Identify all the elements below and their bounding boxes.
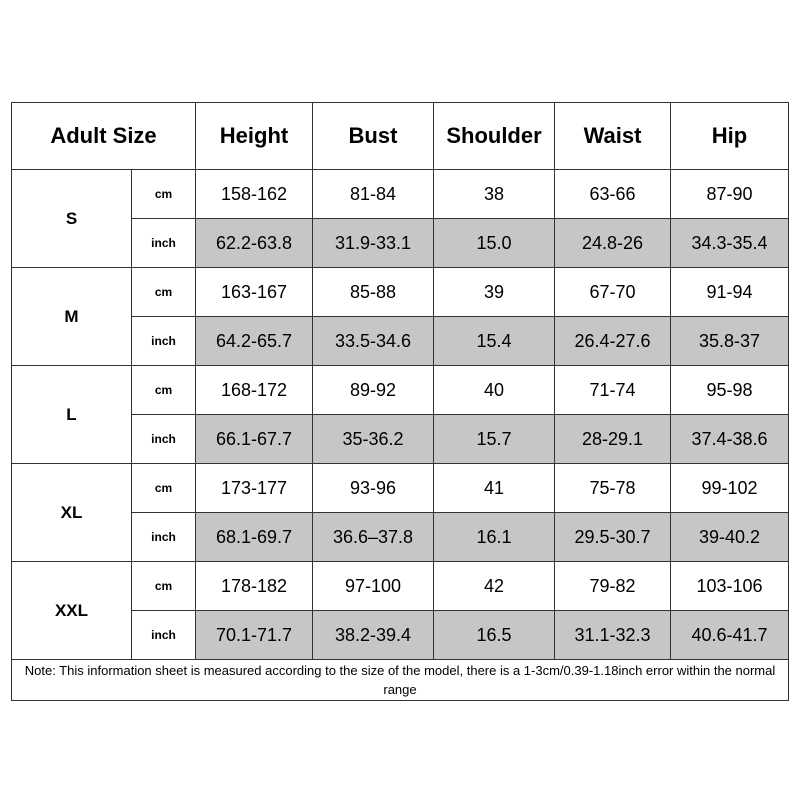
- unit-label-cm: cm: [132, 366, 196, 415]
- bust-cell: 85-88: [313, 268, 434, 317]
- header-waist: Waist: [555, 103, 671, 170]
- bust-cell: 36.6–37.8: [313, 513, 434, 562]
- shoulder-cell: 39: [434, 268, 555, 317]
- unit-label-inch: inch: [132, 415, 196, 464]
- hip-cell: 91-94: [671, 268, 789, 317]
- hip-cell: 39-40.2: [671, 513, 789, 562]
- size-label: XL: [12, 464, 132, 562]
- unit-label-cm: cm: [132, 562, 196, 611]
- hip-cell: 99-102: [671, 464, 789, 513]
- waist-cell: 71-74: [555, 366, 671, 415]
- waist-cell: 31.1-32.3: [555, 611, 671, 660]
- shoulder-cell: 15.0: [434, 219, 555, 268]
- shoulder-cell: 42: [434, 562, 555, 611]
- hip-cell: 34.3-35.4: [671, 219, 789, 268]
- bust-cell: 38.2-39.4: [313, 611, 434, 660]
- bust-cell: 33.5-34.6: [313, 317, 434, 366]
- hip-cell: 35.8-37: [671, 317, 789, 366]
- waist-cell: 75-78: [555, 464, 671, 513]
- header-height: Height: [196, 103, 313, 170]
- bust-cell: 35-36.2: [313, 415, 434, 464]
- size-label: S: [12, 170, 132, 268]
- height-cell: 70.1-71.7: [196, 611, 313, 660]
- unit-label-cm: cm: [132, 170, 196, 219]
- shoulder-cell: 16.5: [434, 611, 555, 660]
- height-cell: 163-167: [196, 268, 313, 317]
- size-chart-table: [11, 102, 789, 701]
- waist-cell: 28-29.1: [555, 415, 671, 464]
- height-cell: 158-162: [196, 170, 313, 219]
- shoulder-cell: 15.7: [434, 415, 555, 464]
- height-cell: 68.1-69.7: [196, 513, 313, 562]
- table-row: [12, 170, 789, 219]
- shoulder-cell: 40: [434, 366, 555, 415]
- size-label: M: [12, 268, 132, 366]
- hip-cell: 103-106: [671, 562, 789, 611]
- hip-cell: 87-90: [671, 170, 789, 219]
- waist-cell: 24.8-26: [555, 219, 671, 268]
- table-row: [12, 562, 789, 611]
- waist-cell: 79-82: [555, 562, 671, 611]
- hip-cell: 40.6-41.7: [671, 611, 789, 660]
- unit-label-inch: inch: [132, 219, 196, 268]
- unit-label-cm: cm: [132, 268, 196, 317]
- size-label: XXL: [12, 562, 132, 660]
- hip-cell: 95-98: [671, 366, 789, 415]
- waist-cell: 29.5-30.7: [555, 513, 671, 562]
- height-cell: 64.2-65.7: [196, 317, 313, 366]
- shoulder-cell: 38: [434, 170, 555, 219]
- header-adult-size: Adult Size: [12, 103, 196, 170]
- size-label: L: [12, 366, 132, 464]
- table-row: [12, 464, 789, 513]
- shoulder-cell: 16.1: [434, 513, 555, 562]
- bust-cell: 31.9-33.1: [313, 219, 434, 268]
- size-chart: [11, 102, 788, 701]
- height-cell: 62.2-63.8: [196, 219, 313, 268]
- shoulder-cell: 15.4: [434, 317, 555, 366]
- header-shoulder: Shoulder: [434, 103, 555, 170]
- table-row: [12, 268, 789, 317]
- table-row: [12, 366, 789, 415]
- waist-cell: 63-66: [555, 170, 671, 219]
- waist-cell: 67-70: [555, 268, 671, 317]
- unit-label-inch: inch: [132, 317, 196, 366]
- hip-cell: 37.4-38.6: [671, 415, 789, 464]
- header-bust: Bust: [313, 103, 434, 170]
- unit-label-inch: inch: [132, 513, 196, 562]
- bust-cell: 97-100: [313, 562, 434, 611]
- height-cell: 66.1-67.7: [196, 415, 313, 464]
- unit-label-inch: inch: [132, 611, 196, 660]
- height-cell: 173-177: [196, 464, 313, 513]
- note-row: [12, 660, 789, 701]
- bust-cell: 81-84: [313, 170, 434, 219]
- header-row: [12, 103, 789, 170]
- height-cell: 168-172: [196, 366, 313, 415]
- bust-cell: 89-92: [313, 366, 434, 415]
- shoulder-cell: 41: [434, 464, 555, 513]
- bust-cell: 93-96: [313, 464, 434, 513]
- header-hip: Hip: [671, 103, 789, 170]
- waist-cell: 26.4-27.6: [555, 317, 671, 366]
- height-cell: 178-182: [196, 562, 313, 611]
- unit-label-cm: cm: [132, 464, 196, 513]
- measurement-note: Note: This information sheet is measured according to the size of the model, there is a 1-3cm/0.39-1.18inch error within the normal range: [12, 660, 789, 701]
